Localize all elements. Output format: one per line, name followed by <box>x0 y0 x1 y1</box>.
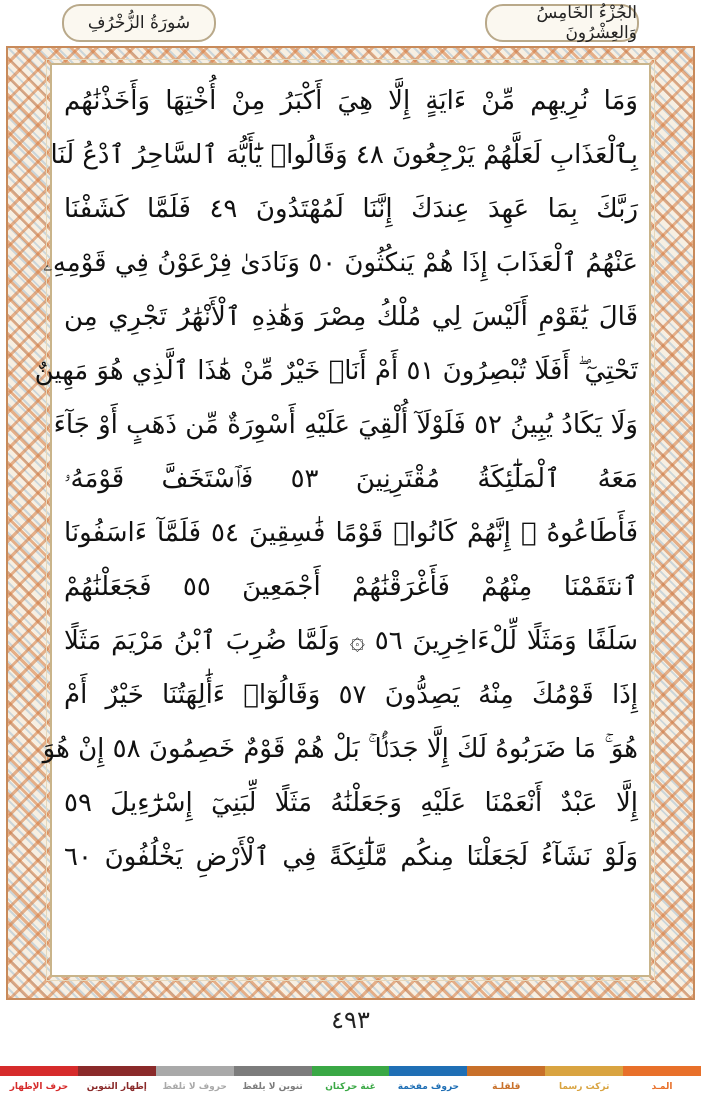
quran-text <box>34 74 639 974</box>
text-line: وَلَا يَكَادُ يُبِينُ ٥٢ فَلَوْلَآ أُلْقِيَ عَلَيْهِ أَسْوِرَةٌ مِّن ذَهَبٍ أَوْ جَآءَ <box>53 410 638 440</box>
text-line: إِذَا قَوْمُكَ مِنْهُ يَصِدُّونَ ٥٧ وَقَالُوٓا۟ ءَأَٰلِهَتُنَا خَيْرٌ أَمْ <box>64 680 638 710</box>
text-line: عَنْهُمُ ٱلْعَذَابَ إِذَا هُمْ يَنكُثُونَ ٥٠ وَنَادَىٰ فِرْعَوْنُ فِي قَوْمِهِۦ <box>42 248 638 278</box>
legend-label: حروف مفخمة <box>397 1082 460 1092</box>
text-line: هُوَ ۚ مَا ضَرَبُوهُ لَكَ إِلَّا جَدَلًۢا ۚ بَلْ هُمْ قَوْمٌ خَصِمُونَ ٥٨ إِنْ هُوَ <box>42 734 638 764</box>
legend-label: حروف لا تلفظ <box>162 1082 227 1092</box>
juz-title: الجُزْءُ الخَامِسُ وَالعِشْرُونَ <box>485 4 639 42</box>
page-header <box>0 0 701 46</box>
legend-color-swatch <box>389 1066 467 1076</box>
legend-label: قلقلـة <box>492 1082 521 1092</box>
legend-color-swatch <box>545 1066 623 1076</box>
tajweed-legend-colors <box>0 1066 701 1076</box>
legend-color-swatch <box>0 1066 78 1076</box>
legend-color-swatch <box>78 1066 156 1076</box>
legend-color-swatch <box>312 1066 390 1076</box>
text-line: قَالَ يَٰقَوْمِ أَلَيْسَ لِي مُلْكُ مِصْرَ وَهَٰذِهِ ٱلْأَنْهَٰرُ تَجْرِي مِن <box>64 302 638 332</box>
text-line: سَلَفًا وَمَثَلًا لِّلْءَاخِرِينَ ٥٦ ۞ وَلَمَّا ضُرِبَ ٱبْنُ مَرْيَمَ مَثَلًا <box>64 626 638 656</box>
legend-color-swatch <box>156 1066 234 1076</box>
legend-label: المـد <box>651 1082 673 1092</box>
legend-label: تنوين لا يلفظ <box>242 1082 303 1092</box>
legend-label: حرف الإظهار <box>9 1082 69 1092</box>
text-line: فَأَطَاعُوهُ ۚ إِنَّهُمْ كَانُوا۟ قَوْمًا فَٰسِقِينَ ٥٤ فَلَمَّآ ءَاسَفُونَا <box>64 518 639 548</box>
text-line: مَعَهُ ٱلْمَلَٰٓئِكَةُ مُقْتَرِنِينَ ٥٣ فَٱسْتَخَفَّ قَوْمَهُۥ <box>64 464 638 494</box>
text-line: وَمَا نُرِيهِم مِّنْ ءَايَةٍ إِلَّا هِيَ أَكْبَرُ مِنْ أُخْتِهَا وَأَخَذْنَٰهُم <box>64 86 638 116</box>
page-number: ٤٩٣ <box>331 1006 370 1034</box>
legend-color-swatch <box>623 1066 701 1076</box>
legend-label: غنة حركتان <box>325 1082 376 1092</box>
text-line: إِلَّا عَبْدٌ أَنْعَمْنَا عَلَيْهِ وَجَعَلْنَٰهُ مَثَلًا لِّبَنِيٓ إِسْرَٰٓءِيلَ ٥٩ <box>64 788 638 818</box>
legend-label: إظهار التنوين <box>86 1082 147 1092</box>
legend-color-swatch <box>467 1066 545 1076</box>
text-line: تَحْتِيٓ ۖ أَفَلَا تُبْصِرُونَ ٥١ أَمْ أَنَا۠ خَيْرٌ مِّنْ هَٰذَا ٱلَّذِي هُوَ مَهِينٌ <box>34 356 638 386</box>
text-line: وَلَوْ نَشَآءُ لَجَعَلْنَا مِنكُم مَّلَٰٓئِكَةً فِي ٱلْأَرْضِ يَخْلُفُونَ ٦٠ <box>64 842 638 872</box>
surah-title: سُورَةُ الزُّخْرُفِ <box>62 4 216 42</box>
text-line: ٱنتَقَمْنَا مِنْهُمْ فَأَغْرَقْنَٰهُمْ أَجْمَعِينَ ٥٥ فَجَعَلْنَٰهُمْ <box>64 572 638 602</box>
text-line: رَبَّكَ بِمَا عَهِدَ عِندَكَ إِنَّنَا لَمُهْتَدُونَ ٤٩ فَلَمَّا كَشَفْنَا <box>64 194 638 224</box>
legend-label: تركت رسما <box>559 1082 610 1092</box>
tajweed-legend <box>0 1082 701 1092</box>
text-line: بِٱلْعَذَابِ لَعَلَّهُمْ يَرْجِعُونَ ٤٨ وَقَالُوا۟ يَٰٓأَيُّهَ ٱلسَّاحِرُ ٱدْعُ لَنَا <box>50 140 638 170</box>
legend-color-swatch <box>234 1066 312 1076</box>
